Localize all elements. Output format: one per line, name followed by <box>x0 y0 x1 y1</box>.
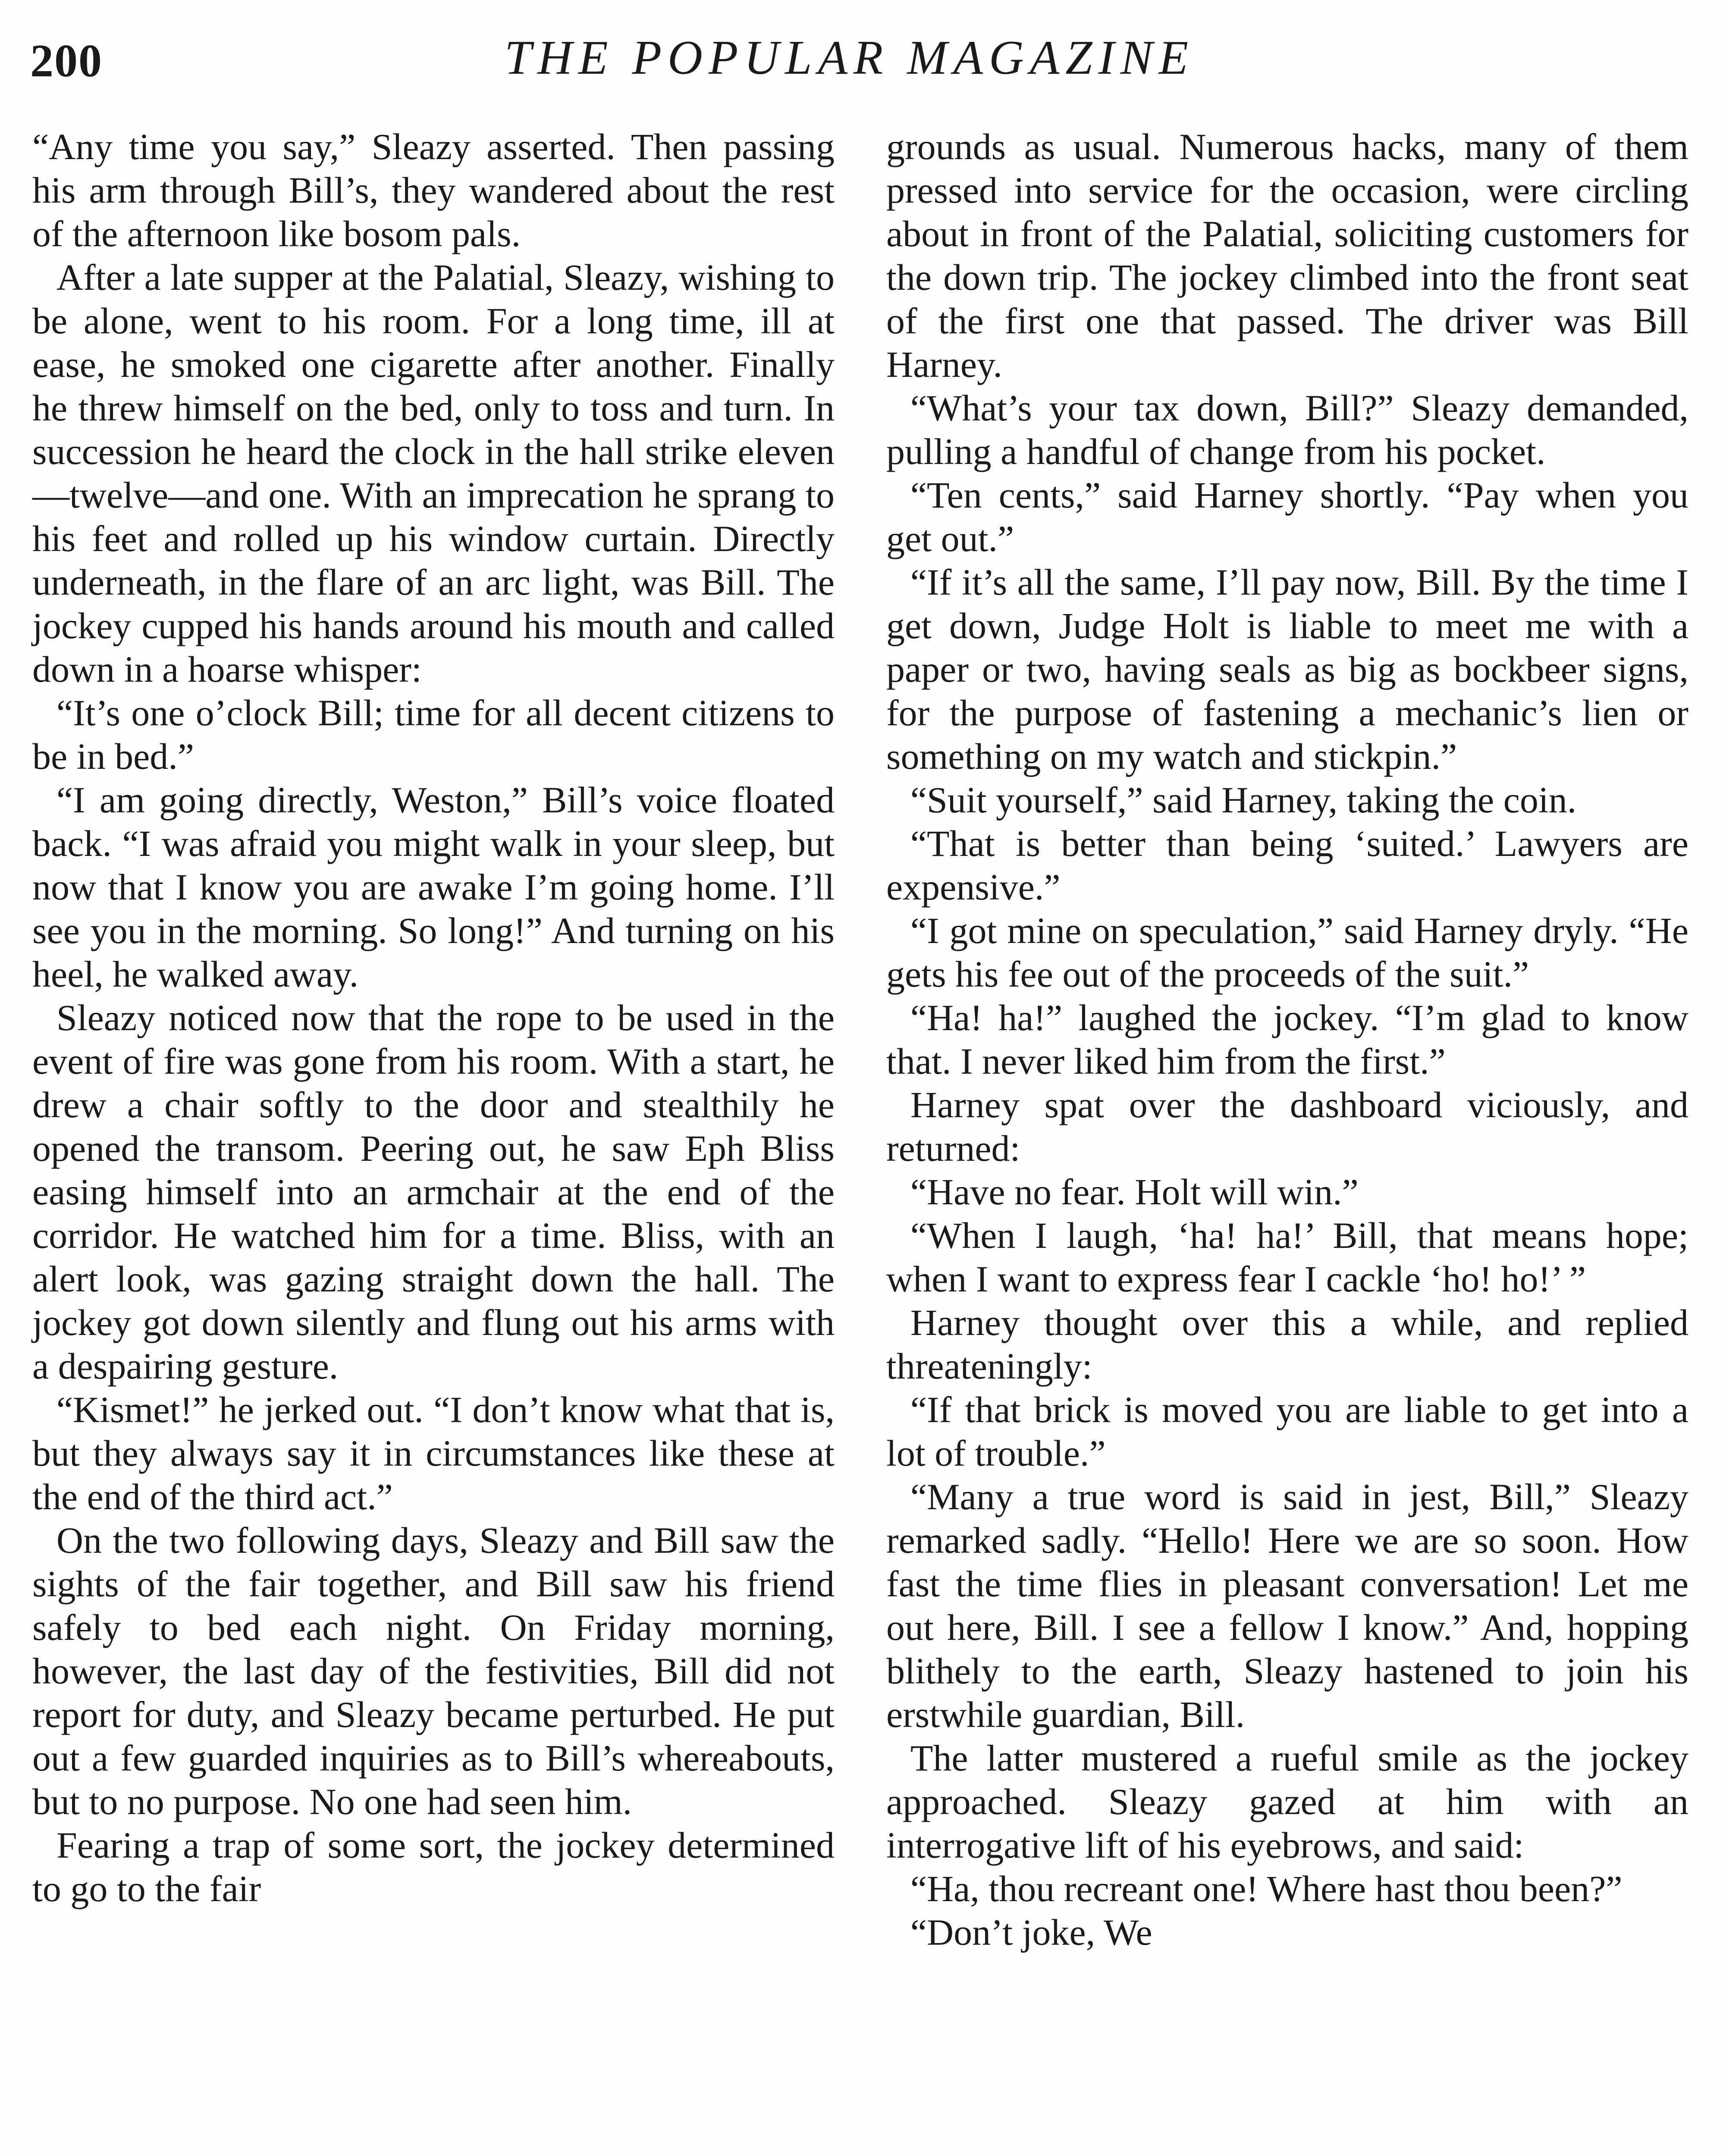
paragraph: “Many a true word is said in jest, Bill,” Sleazy remarked sadly. “Hello! Here we are so soon. How fast the time flies in pleasant conversation! Let me out here, Bill. I see a fellow I know.” And, hopping blithely to the earth, Sleazy hastened to join his erstwhile guardian, Bill. <box>886 1476 1688 1735</box>
paragraph: “It’s one o’clock Bill; time for all decent citizens to be in bed.” <box>32 692 835 777</box>
paragraph: Sleazy noticed now that the rope to be used in the event of fire was gone from his room. With a start, he drew a chair softly to the door and stealthily he opened the transom. Peering out, he saw Eph Bliss easing himself into an armchair at the end of the corridor. He watched him for a time. Bliss, with an alert look, was gazing straight down the hall. The jockey got down silently and flung out his arms with a despairing gesture. <box>32 997 835 1387</box>
paragraph: “When I laugh, ‘ha! ha!’ Bill, that means hope; when I want to express fear I cackle ‘ho! ho!’ ” <box>886 1215 1688 1300</box>
paragraph: “Have no fear. Holt will win.” <box>910 1171 1359 1213</box>
paragraph: grounds as usual. Numerous hacks, many of them pressed into service for the occasion, were circling about in front of the Palatial, soliciting customers for the down trip. The jockey climbed into the front seat of the first one that passed. The driver was Bill Harney. <box>886 126 1688 385</box>
paragraph: “Don’t joke, We <box>910 1912 1152 1953</box>
paragraph: After a late supper at the Palatial, Sleazy, wishing to be alone, went to his room. For a long time, ill at ease, he smoked one cigarette after another. Finally he threw himself on the bed, only to toss and turn. In succession he heard the clock in the hall strike eleven—twelve—and one. With an imprecation he sprang to his feet and rolled up his window curtain. Directly underneath, in the flare of an arc light, was Bill. The jockey cupped his hands around his mouth and called down in a hoarse whisper: <box>32 257 835 690</box>
paragraph: “If it’s all the same, I’ll pay now, Bill. By the time I get down, Judge Holt is liable to meet me with a paper or two, having seals as big as bockbeer signs, for the purpose of fastening a mechanic’s lien or something on my watch and stickpin.” <box>886 561 1688 777</box>
paragraph: The latter mustered a rueful smile as the jockey approached. Sleazy gazed at him with an interrogative lift of his eyebrows, and said: <box>886 1737 1688 1866</box>
paragraph: “Kismet!” he jerked out. “I don’t know what that is, but they always say it in circumstances like these at the end of the third act.” <box>32 1389 835 1517</box>
paragraph: “That is better than being ‘suited.’ Lawyers are expensive.” <box>886 823 1688 908</box>
paragraph: “Ha, thou recreant one! Where hast thou been?” <box>910 1868 1622 1909</box>
right-column <box>886 125 1688 1954</box>
paragraph: Harney spat over the dashboard viciously, and returned: <box>886 1084 1688 1169</box>
paragraph: “Any time you say,” Sleazy asserted. Then passing his arm through Bill’s, they wandered about the rest of the afternoon like bosom pals. <box>32 126 835 254</box>
paragraph: “Ten cents,” said Harney shortly. “Pay when you get out.” <box>886 474 1688 559</box>
page-number: 200 <box>30 35 103 87</box>
paragraph: “Ha! ha!” laughed the jockey. “I’m glad to know that. I never liked him from the first.” <box>886 997 1688 1082</box>
page-header <box>30 30 1699 95</box>
paragraph: “I am going directly, Weston,” Bill’s voice floated back. “I was afraid you might walk in your sleep, but now that I know you are awake I’m going home. I’ll see you in the morning. So long!” And turning on his heel, he walked away. <box>32 779 835 995</box>
left-column <box>32 125 835 1911</box>
paragraph: Fearing a trap of some sort, the jockey determined to go to the fair <box>32 1824 835 1909</box>
paragraph: “What’s your tax down, Bill?” Sleazy demanded, pulling a handful of change from his pocket. <box>886 387 1688 472</box>
running-head: THE POPULAR MAGAZINE <box>505 31 1195 85</box>
paragraph: “Suit yourself,” said Harney, taking the coin. <box>910 779 1577 821</box>
paragraph: On the two following days, Sleazy and Bill saw the sights of the fair together, and Bill saw his friend safely to bed each night. On Friday morning, however, the last day of the festivities, Bill did not report for duty, and Sleazy became perturbed. He put out a few guarded inquiries as to Bill’s whereabouts, but to no purpose. No one had seen him. <box>32 1520 835 1822</box>
paragraph: “I got mine on speculation,” said Harney dryly. “He gets his fee out of the proceeds of the suit.” <box>886 910 1688 995</box>
paragraph: Harney thought over this a while, and replied threateningly: <box>886 1302 1688 1387</box>
paragraph: “If that brick is moved you are liable to get into a lot of trouble.” <box>886 1389 1688 1474</box>
